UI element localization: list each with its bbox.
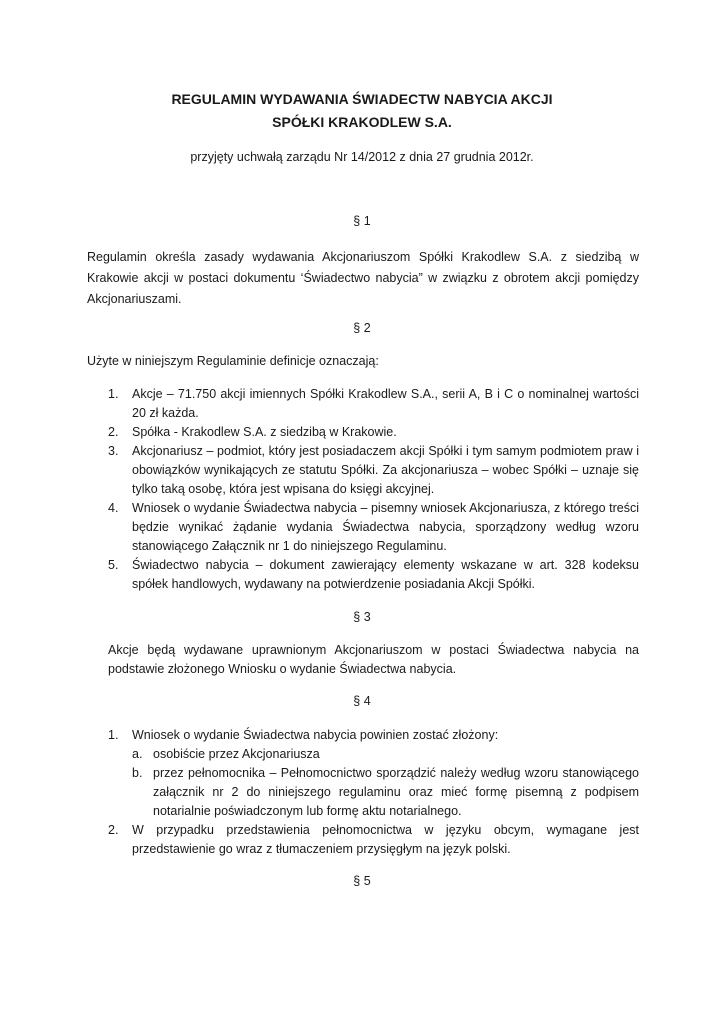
list-item [108,442,639,499]
section-4-heading: § 4 [353,694,371,708]
sublist-item [132,745,639,764]
list-item [108,499,639,556]
list-item-number: 2. [108,823,119,837]
document-title-line2: SPÓŁKI KRAKODLEW S.A. [272,114,452,130]
sublist-item [132,764,639,821]
sublist-item-label: b. [132,766,143,780]
definitions-list [108,385,639,594]
list-item-text: Spółka - Krakodlew S.A. z siedzibą w Krakowie. [132,425,397,439]
section-5-heading: § 5 [353,874,371,888]
list-item-text: Świadectwo nabycia – dokument zawierający elementy wskazane w art. 328 kodeksu spółek handlowych, wydawany na potwierdzenie posiadania Akcji Spółki. [132,558,639,591]
list-item [108,556,639,594]
list-item [108,423,639,442]
list-item-text: Wniosek o wydanie Świadectwa nabycia powinien zostać złożony: [132,728,499,742]
list-item-text: W przypadku przedstawienia pełnomocnictwa w języku obcym, wymagane jest przedstawienie go wraz z tłumaczeniem przysięgłym na język polski. [132,823,639,856]
section-3-heading: § 3 [353,610,371,624]
sublist-item-text: osobiście przez Akcjonariusza [153,747,320,761]
list-item-text: Akcje – 71.750 akcji imiennych Spółki Krakodlew S.A., serii A, B i C o nominalnej wartości 20 zł każda. [132,387,639,420]
list-item [108,821,639,859]
list-item-number: 1. [108,728,119,742]
section-2-intro: Użyte w niniejszym Regulaminie definicje oznaczają: [87,354,379,368]
submission-sublist [132,745,639,821]
section-1-text: Regulamin określa zasady wydawania Akcjonariuszom Spółki Krakodlew S.A. z siedzibą w Krakowie akcji w postaci dokumentu ‘Świadectwo nabycia” w związku z obrotem akcji pomiędzy Akcjonariuszami. [87,250,639,306]
document-title-line1: REGULAMIN WYDAWANIA ŚWIADECTW NABYCIA AKCJI [171,91,553,107]
list-item [108,385,639,423]
list-item-number: 1. [108,387,119,401]
sublist-item-label: a. [132,747,143,761]
list-item-text: Akcjonariusz – podmiot, który jest posiadaczem akcji Spółki i tym samym podmiotem praw i obowiązków wynikających ze statutu Spółki. Za akcjonariusza – wobec Spółki – uznaje się tylko taką osobę, która jest wpisana do księgi akcyjnej. [132,444,639,496]
list-item-number: 5. [108,558,119,572]
section-1-heading: § 1 [353,214,371,228]
document-subtitle: przyjęty uchwałą zarządu Nr 14/2012 z dnia 27 grudnia 2012r. [190,150,534,164]
section-2-heading: § 2 [353,321,371,335]
list-item-number: 4. [108,501,119,515]
submission-list [108,726,639,859]
list-item-number: 2. [108,425,119,439]
section-3-text: Akcje będą wydawane uprawnionym Akcjonariuszom w postaci Świadectwa nabycia na podstawie złożonego Wniosku o wydanie Świadectwa nabycia. [108,643,639,676]
sublist-item-text: przez pełnomocnika – Pełnomocnictwo sporządzić należy według wzoru stanowiącego załącznik nr 2 do niniejszego regulaminu oraz mieć formę pisemną z podpisem notarialnie poświadczonym lub formę aktu notarialnego. [153,766,639,818]
list-item [108,726,639,821]
list-item-text: Wniosek o wydanie Świadectwa nabycia – pisemny wniosek Akcjonariusza, z którego treści będzie wynikać żądanie wydania Świadectwa nabycia, sporządzony według wzoru stanowiącego Załącznik nr 1 do niniejszego Regulaminu. [132,501,639,553]
list-item-number: 3. [108,444,119,458]
